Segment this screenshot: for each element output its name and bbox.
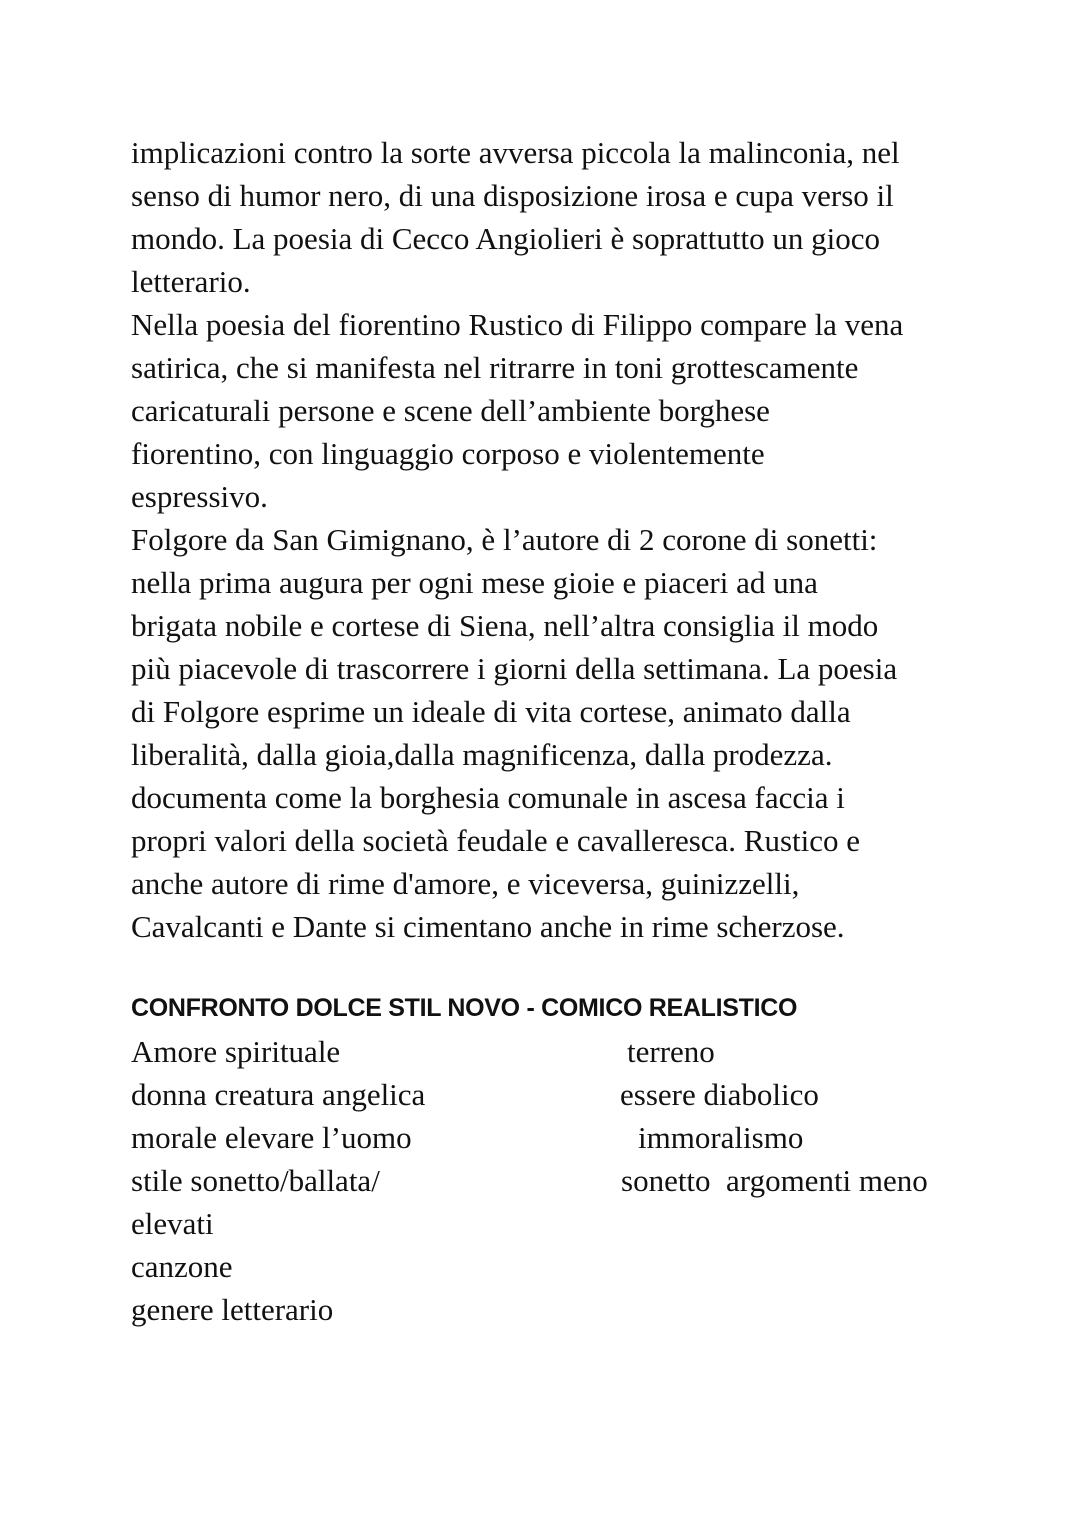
comparison-right-item: terreno: [627, 1034, 715, 1069]
body-text-line: senso di humor nero, di una disposizione irosa e cupa verso il: [131, 178, 894, 213]
comparison-heading: CONFRONTO DOLCE STIL NOVO - COMICO REALISTICO: [131, 994, 798, 1022]
comparison-left-item: Amore spirituale: [131, 1034, 341, 1069]
comparison-left-item: canzone: [131, 1249, 233, 1284]
body-text-line: fiorentino, con linguaggio corposo e violentemente: [131, 436, 765, 471]
body-text-line: letterario.: [131, 264, 251, 299]
body-text-line: più piacevole di trascorrere i giorni della settimana. La poesia: [131, 651, 898, 686]
comparison-left-item: morale elevare l’uomo: [131, 1120, 412, 1155]
body-text-line: espressivo.: [131, 479, 268, 514]
body-text-line: nella prima augura per ogni mese gioie e piaceri ad una: [131, 565, 818, 600]
comparison-right-item: essere diabolico: [620, 1077, 819, 1112]
comparison-left-item: donna creatura angelica: [131, 1077, 426, 1112]
body-text-line: anche autore di rime d'amore, e viceversa, guinizzelli,: [131, 866, 800, 901]
body-text-line: mondo. La poesia di Cecco Angiolieri è soprattutto un gioco: [131, 221, 881, 256]
body-text-line: Cavalcanti e Dante si cimentano anche in rime scherzose.: [131, 909, 845, 944]
comparison-left-item: stile sonetto/ballata/: [131, 1163, 380, 1198]
body-text-line: caricaturali persone e scene dell’ambiente borghese: [131, 393, 770, 428]
body-text-line: Nella poesia del fiorentino Rustico di Filippo compare la vena: [131, 307, 904, 342]
body-text-line: implicazioni contro la sorte avversa piccola la malinconia, nel: [131, 135, 900, 170]
comparison-right-item: sonetto argomenti meno: [621, 1163, 928, 1198]
body-text-line: liberalità, dalla gioia,dalla magnificenza, dalla prodezza.: [131, 737, 833, 772]
comparison-left-item: genere letterario: [131, 1292, 334, 1327]
body-text-line: satirica, che si manifesta nel ritrarre in toni grottescamente: [131, 350, 859, 385]
body-text-line: documenta come la borghesia comunale in ascesa faccia i: [131, 780, 845, 815]
body-text-line: propri valori della società feudale e cavalleresca. Rustico e: [131, 823, 861, 858]
body-text-line: di Folgore esprime un ideale di vita cortese, animato dalla: [131, 694, 851, 729]
body-text-line: brigata nobile e cortese di Siena, nell’altra consiglia il modo: [131, 608, 879, 643]
body-text-line: Folgore da San Gimignano, è l’autore di 2 corone di sonetti:: [131, 522, 878, 557]
comparison-right-item: immoralismo: [638, 1120, 804, 1155]
comparison-left-item: elevati: [131, 1206, 214, 1241]
